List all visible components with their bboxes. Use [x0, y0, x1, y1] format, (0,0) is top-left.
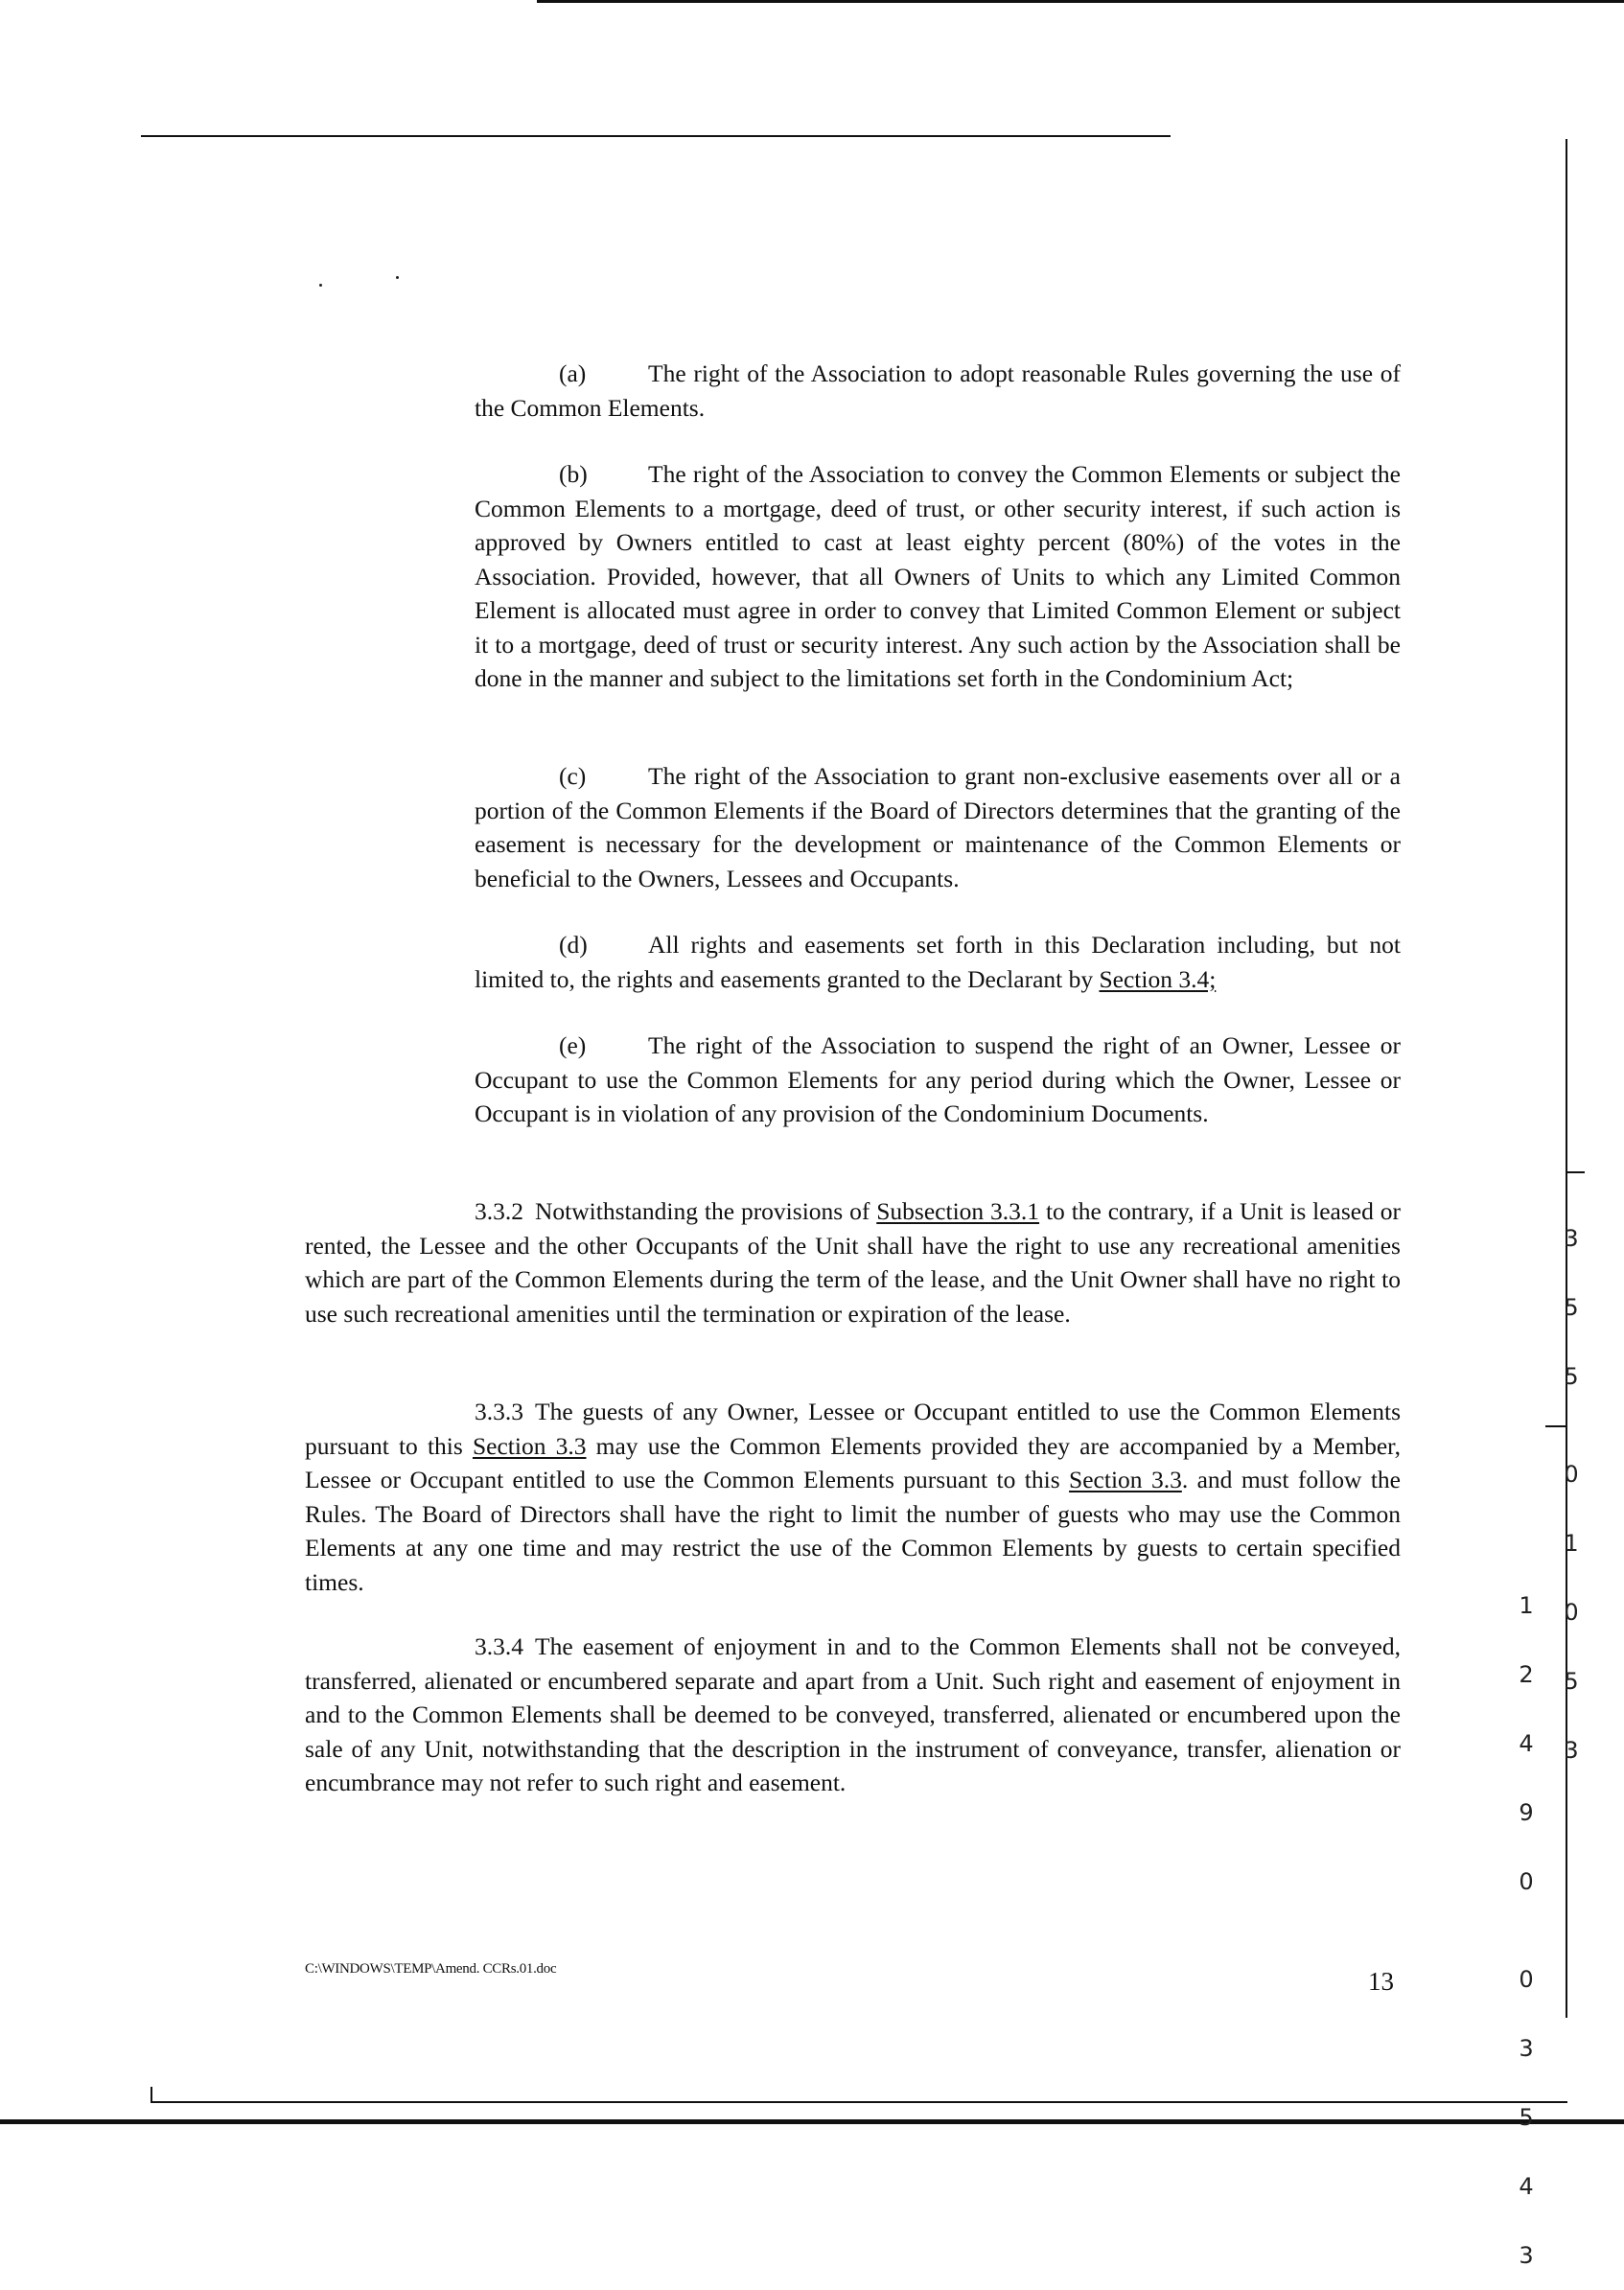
- section-text: The guests of any Owner, Lessee or Occupant entitled to use the Common Elements pursuant to this: [305, 1398, 1401, 1460]
- section-reference-link: Section 3.4;: [1099, 964, 1217, 993]
- bottom-left-tick: [151, 2087, 152, 2102]
- section-text: to the contrary, if a Unit is leased or rented, the Lessee and the other Occupants of the Unit shall have the right to use any recreational amenities which are part of the Common Elements during the term of the lease, and the Unit Owner shall have no right to use such recreational amenities until the termination or expiration of the lease.: [305, 1197, 1401, 1328]
- section-number: 3.3.2: [475, 1197, 523, 1225]
- recording-stamp-lower: 1 2 4 9 0 0 3 5 4 3: [1519, 1592, 1534, 2269]
- paragraph-text: The right of the Association to convey the Common Elements or subject the Common Elements to a mortgage, deed of trust, or other security interest, if such action is approved by Owners entitled to cast at least eighty percent (80%) of the votes in the Association. Provided, however, that all Owners of Units to which any Limited Common Element is allocated must agree in order to convey that Limited Common Element or subject it to a mortgage, deed of trust or security interest. Any such action by the Association shall be done in the manner and subject to the limitations set forth in the Condominium Act;: [475, 460, 1401, 692]
- section-reference-link: Section 3.3: [472, 1431, 587, 1460]
- paragraph-text: The right of the Association to grant non-exclusive easements over all or a portion of the Common Elements if the Board of Directors determines that the granting of the easement is necessary for the development or maintenance of the Common Elements or beneficial to the Owners, Lessees and Occupants.: [475, 762, 1401, 892]
- stamp-tick-top: [1567, 1171, 1585, 1173]
- paragraph-c: [475, 759, 1401, 895]
- section-3-3-4: [305, 1630, 1401, 1800]
- header-rule: [141, 135, 1171, 137]
- speck-mark: [319, 284, 322, 287]
- section-text: may use the Common Elements provided they are accompanied by a Member, Lessee or Occupant entitled to use the Common Elements pursuant to this: [305, 1431, 1401, 1493]
- section-number: 3.3.4: [475, 1632, 523, 1660]
- footer-file-path: C:\WINDOWS\TEMP\Amend. CCRs.01.doc: [305, 1961, 557, 1977]
- section-3-3-2: [305, 1194, 1401, 1330]
- recording-stamp-upper: 3 5 5 0 1 0 5 3: [1564, 1225, 1579, 1764]
- paragraph-label: (e): [559, 1031, 587, 1059]
- paragraph-text: The right of the Association to adopt reasonable Rules governing the use of the Common Elements.: [475, 359, 1401, 422]
- section-reference-link: Section 3.3: [1069, 1466, 1182, 1493]
- paragraph-label: (a): [559, 359, 587, 387]
- section-number: 3.3.3: [475, 1398, 523, 1425]
- section-text: The easement of enjoyment in and to the Common Elements shall not be conveyed, transferred, alienated or encumbered separate and apart from a Unit. Such right and easement of enjoyment in and to the Common Elements shall be deemed to be conveyed, transferred, alienated or encumbered upon the sale of any Unit, notwithstanding that the description in the instrument of conveyance, transfer, alienation or encumbrance may not refer to such right and easement.: [305, 1632, 1401, 1796]
- page-number: 13: [1368, 1967, 1394, 1996]
- top-edge-line: [537, 0, 1624, 3]
- section-reference-link: Subsection 3.3.1: [876, 1197, 1040, 1225]
- bottom-edge-line: [0, 2119, 1624, 2124]
- paragraph-text: The right of the Association to suspend the right of an Owner, Lessee or Occupant to use the Common Elements for any period during which the Owner, Lessee or Occupant is in violation of any provision of the Condominium Documents.: [475, 1031, 1401, 1127]
- bottom-margin-line: [151, 2101, 1567, 2103]
- speck-mark: [396, 276, 399, 279]
- paragraph-e: [475, 1029, 1401, 1131]
- section-text: . and must follow the Rules. The Board of Directors shall have the right to limit the number of guests who may use the Common Elements at any one time and may restrict the use of the Common Elements by guests to certain specified times.: [305, 1466, 1401, 1596]
- paragraph-b: [475, 457, 1401, 696]
- section-text: Notwithstanding the provisions of: [535, 1197, 877, 1225]
- paragraph-label: (c): [559, 762, 587, 790]
- paragraph-label: (b): [559, 460, 588, 488]
- paragraph-d: [475, 928, 1401, 996]
- paragraph-a: [475, 357, 1401, 425]
- paragraph-text: All rights and easements set forth in this Declaration including, but not limited to, the rights and easements granted to the Declarant by: [475, 931, 1401, 993]
- paragraph-label: (d): [559, 931, 588, 959]
- section-3-3-3: [305, 1395, 1401, 1599]
